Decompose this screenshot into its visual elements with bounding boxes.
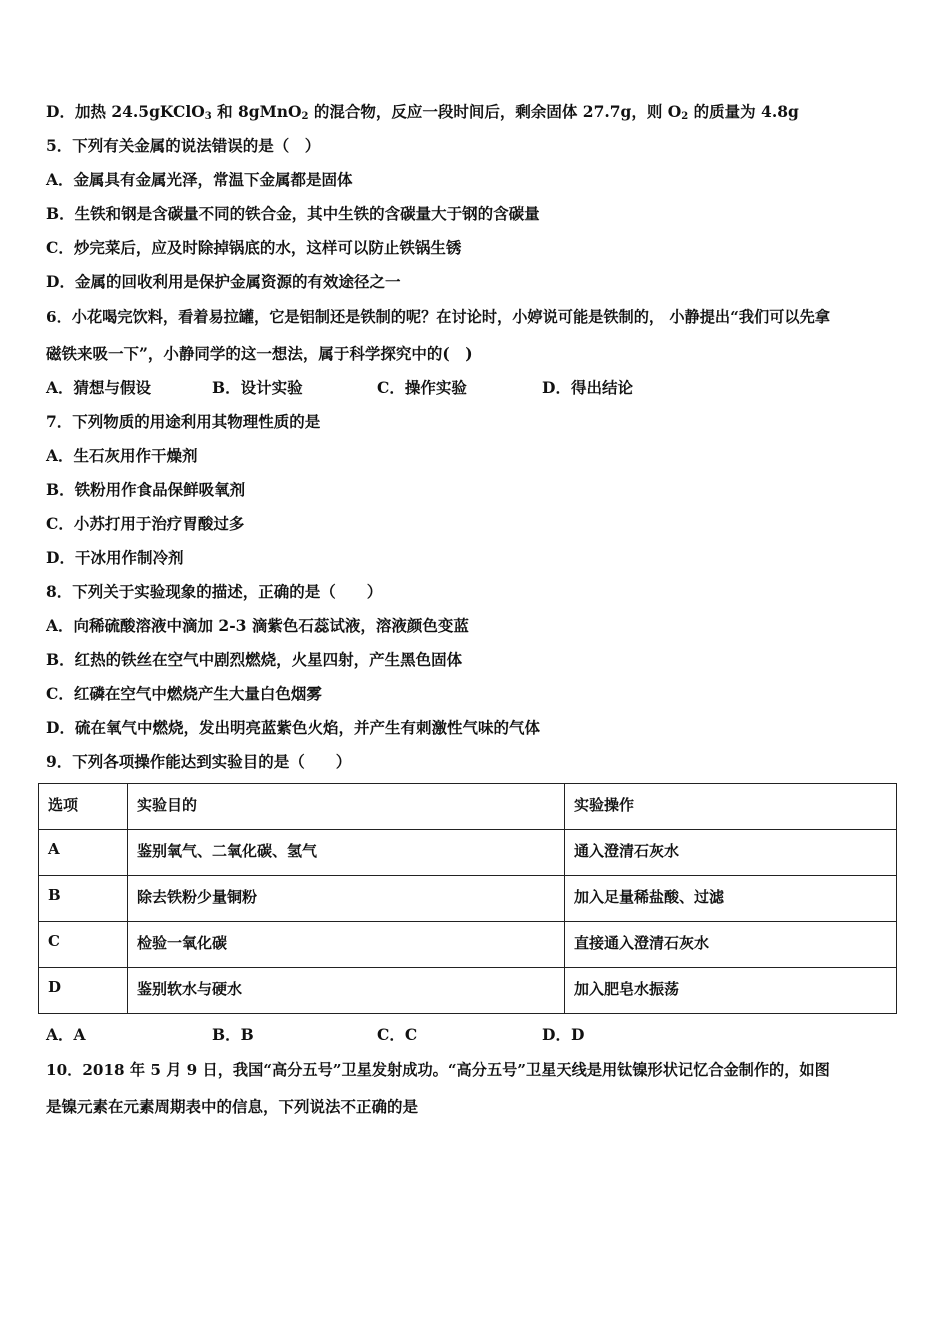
question-7-option-c: C．小苏打用于治疗胃酸过多 [46, 514, 245, 533]
question-5-stem: 5．下列有关金属的说法错误的是（ ） [46, 136, 321, 155]
question-9-option-b: B．B [212, 1025, 254, 1044]
question-6-option-b: B．设计实验 [212, 378, 303, 397]
question-8-option-c: C．红磷在空气中燃烧产生大量白色烟雾 [46, 684, 322, 703]
table-cell: 检验一氧化碳 [128, 922, 565, 968]
question-6-stem-line1: 6．小花喝完饮料，看着易拉罐，它是铝制还是铁制的呢？在讨论时，小婷说可能是铁制的， 小静提出“我们可以先拿 [46, 308, 830, 326]
table-cell: 直接通入澄清石灰水 [565, 922, 897, 968]
table-header-cell: 实验操作 [565, 784, 897, 830]
table-cell: 鉴别氧气、二氧化碳、氢气 [128, 830, 565, 876]
question-8-option-a: A．向稀硫酸溶液中滴加 2-3 滴紫色石蕊试液，溶液颜色变蓝 [46, 616, 469, 635]
question-5-option-a: A．金属具有金属光泽，常温下金属都是固体 [46, 170, 353, 189]
question-8-option-b: B．红热的铁丝在空气中剧烈燃烧，火星四射，产生黑色固体 [46, 650, 463, 669]
question-6-stem-line2: 磁铁来吸一下”，小静同学的这一想法，属于科学探究中的( ) [46, 344, 473, 363]
question-9-option-d: D．D [542, 1025, 585, 1044]
question-7-stem: 7．下列物质的用途利用其物理性质的是 [46, 412, 321, 431]
question-5-option-b: B．生铁和钢是含碳量不同的铁合金，其中生铁的含碳量大于钢的含碳量 [46, 204, 540, 223]
table-cell: 除去铁粉少量铜粉 [128, 876, 565, 922]
question-8-stem: 8．下列关于实验现象的描述，正确的是（ ） [46, 582, 383, 601]
question-5-option-c: C．炒完菜后，应及时除掉锅底的水，这样可以防止铁锅生锈 [46, 238, 462, 257]
table-row [39, 830, 897, 876]
question-10-stem-line1: 10．2018 年 5 月 9 日，我国“高分五号”卫星发射成功。“高分五号”卫星天线是用钛镍形状记忆合金制作的，如图 [46, 1061, 830, 1079]
table-row [39, 876, 897, 922]
question-8-option-d: D．硫在氧气中燃烧，发出明亮蓝紫色火焰，并产生有刺激性气味的气体 [46, 718, 540, 737]
table-cell: B [39, 876, 128, 922]
question-9-options [46, 1025, 584, 1045]
question-6-option-c: C．操作实验 [377, 378, 467, 397]
experiment-table [38, 783, 897, 1014]
question-6-option-a: A．猜想与假设 [46, 378, 152, 397]
table-row [39, 968, 897, 1014]
table-cell: C [39, 922, 128, 968]
table-header-row [39, 784, 897, 830]
table-cell: 加入足量稀盐酸、过滤 [565, 876, 897, 922]
question-5-option-d: D．金属的回收利用是保护金属资源的有效途径之一 [46, 272, 401, 291]
table-cell: 鉴别软水与硬水 [128, 968, 565, 1014]
question-9-option-c: C．C [377, 1025, 418, 1044]
table-header-cell: 选项 [39, 784, 128, 830]
question-9-option-a: A．A [46, 1025, 86, 1044]
table-header-cell: 实验目的 [128, 784, 565, 830]
question-9-stem: 9．下列各项操作能达到实验目的是（ ） [46, 752, 352, 771]
question-10-stem-line2: 是镍元素在元素周期表中的信息，下列说法不正确的是 [46, 1097, 419, 1116]
question-6-option-d: D．得出结论 [542, 378, 633, 397]
table-row [39, 922, 897, 968]
table-cell: D [39, 968, 128, 1014]
question-7-option-b: B．铁粉用作食品保鲜吸氧剂 [46, 480, 246, 499]
question-6-options [46, 378, 633, 398]
question-7-option-d: D．干冰用作制冷剂 [46, 548, 184, 567]
table-cell: 通入澄清石灰水 [565, 830, 897, 876]
question-7-option-a: A．生石灰用作干燥剂 [46, 446, 198, 465]
table-cell: A [39, 830, 128, 876]
table-cell: 加入肥皂水振荡 [565, 968, 897, 1014]
question-4-option-d: D．加热 24.5gKClO$_3$ 和 8gMnO$_2$ 的混合物，反应一段时间后，剩余固体 27.7g，则 $O_2$ 的质量为 4.8g [46, 102, 799, 122]
